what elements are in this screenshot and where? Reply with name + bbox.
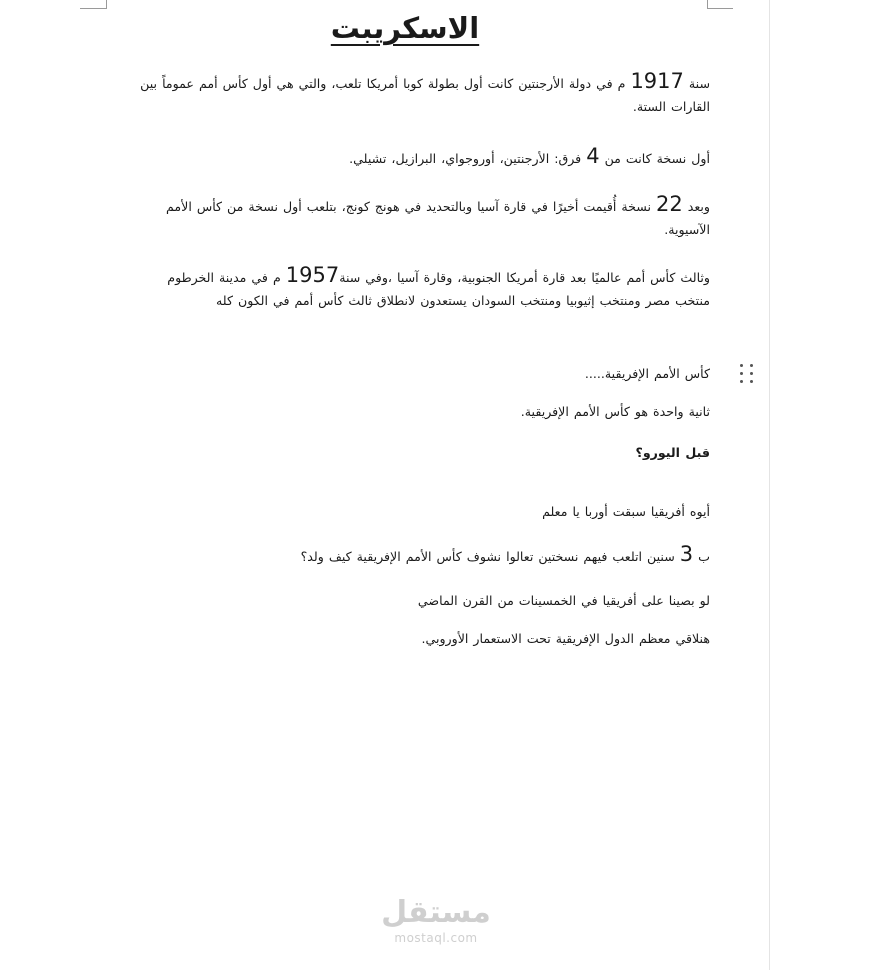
paragraph-7[interactable] bbox=[128, 441, 710, 464]
margin-corner-mark-right bbox=[707, 8, 733, 9]
text-run: فرق: الأرجنتين، أوروجواي، البرازيل، تشيلي. bbox=[349, 151, 587, 166]
text-run: أيوه أفريقيا سبقت أوربا يا معلم bbox=[542, 504, 710, 519]
paragraph-11[interactable] bbox=[128, 627, 710, 650]
handle-dot bbox=[740, 380, 743, 383]
text-run: وبعد bbox=[682, 199, 710, 214]
mostaql-watermark bbox=[380, 895, 492, 945]
text-run: م في دولة الأرجنتين كانت أول بطولة كوبا أمريكا تلعب، والتي هي أول كأس أمم عموماً بين القارات الستة. bbox=[140, 76, 710, 114]
text-run: لو بصينا على أفريقيا في الخمسينات من القرن الماضي bbox=[417, 593, 710, 608]
text-run: م في مدينة الخرطوم منتخب مصر ومنتخب إثيوبيا ومنتخب السودان يستعدون لانطلاق ثالث كأس أمم في الكون كله bbox=[167, 270, 710, 308]
watermark-arabic: مستقل bbox=[381, 895, 491, 930]
text-run: كأس الأمم الإفريقية..... bbox=[584, 366, 710, 381]
number-run: 3 bbox=[679, 542, 694, 566]
text-run: ب bbox=[693, 549, 710, 564]
drag-handle-icon[interactable] bbox=[740, 364, 754, 384]
text-run: قبل اليورو؟ bbox=[635, 445, 710, 460]
paragraph-9[interactable] bbox=[128, 543, 710, 568]
paragraph-2[interactable] bbox=[128, 145, 710, 170]
paragraph-3[interactable] bbox=[128, 193, 710, 241]
document-title: الاسكريبت bbox=[330, 11, 480, 45]
paragraph-5[interactable] bbox=[128, 362, 710, 385]
text-run: سنين اتلعب فيهم نسختين تعالوا نشوف كأس الأمم الإفريقية كيف ولد؟ bbox=[300, 549, 680, 564]
text-run: نسخة أُقيمت أخيرًا في قارة آسيا وبالتحديد في هونج كونج، بتلعب أول نسخة من كأس الأمم الآسيوية. bbox=[166, 199, 710, 237]
text-run: أول نسخة كانت من bbox=[599, 151, 710, 166]
handle-dot bbox=[750, 364, 753, 367]
handle-dot bbox=[750, 372, 753, 375]
handle-dot bbox=[750, 380, 753, 383]
text-run: ثانية واحدة هو كأس الأمم الإفريقية. bbox=[520, 404, 710, 419]
handle-dot bbox=[740, 364, 743, 367]
number-run: 1917 bbox=[630, 69, 684, 93]
text-run: سنة bbox=[683, 76, 710, 91]
paragraph-4[interactable] bbox=[162, 264, 710, 312]
paragraph-10[interactable] bbox=[128, 589, 710, 612]
number-run: 1957 bbox=[285, 263, 340, 287]
handle-dot bbox=[740, 372, 743, 375]
text-run: وثالث كأس أمم عالميًا بعد قارة أمريكا الجنوبية، وقارة آسيا ،وفي سنة bbox=[339, 270, 710, 285]
number-run: 22 bbox=[655, 192, 683, 216]
margin-corner-mark-left bbox=[80, 8, 106, 9]
paragraph-1[interactable] bbox=[128, 70, 710, 118]
paragraph-6[interactable] bbox=[128, 400, 710, 423]
number-run: 4 bbox=[586, 144, 600, 168]
watermark-latin: mostaql.com bbox=[394, 931, 478, 945]
paragraph-8[interactable] bbox=[128, 500, 710, 523]
text-run: هنلاقي معظم الدول الإفريقية تحت الاستعمار الأوروبي. bbox=[421, 631, 710, 646]
